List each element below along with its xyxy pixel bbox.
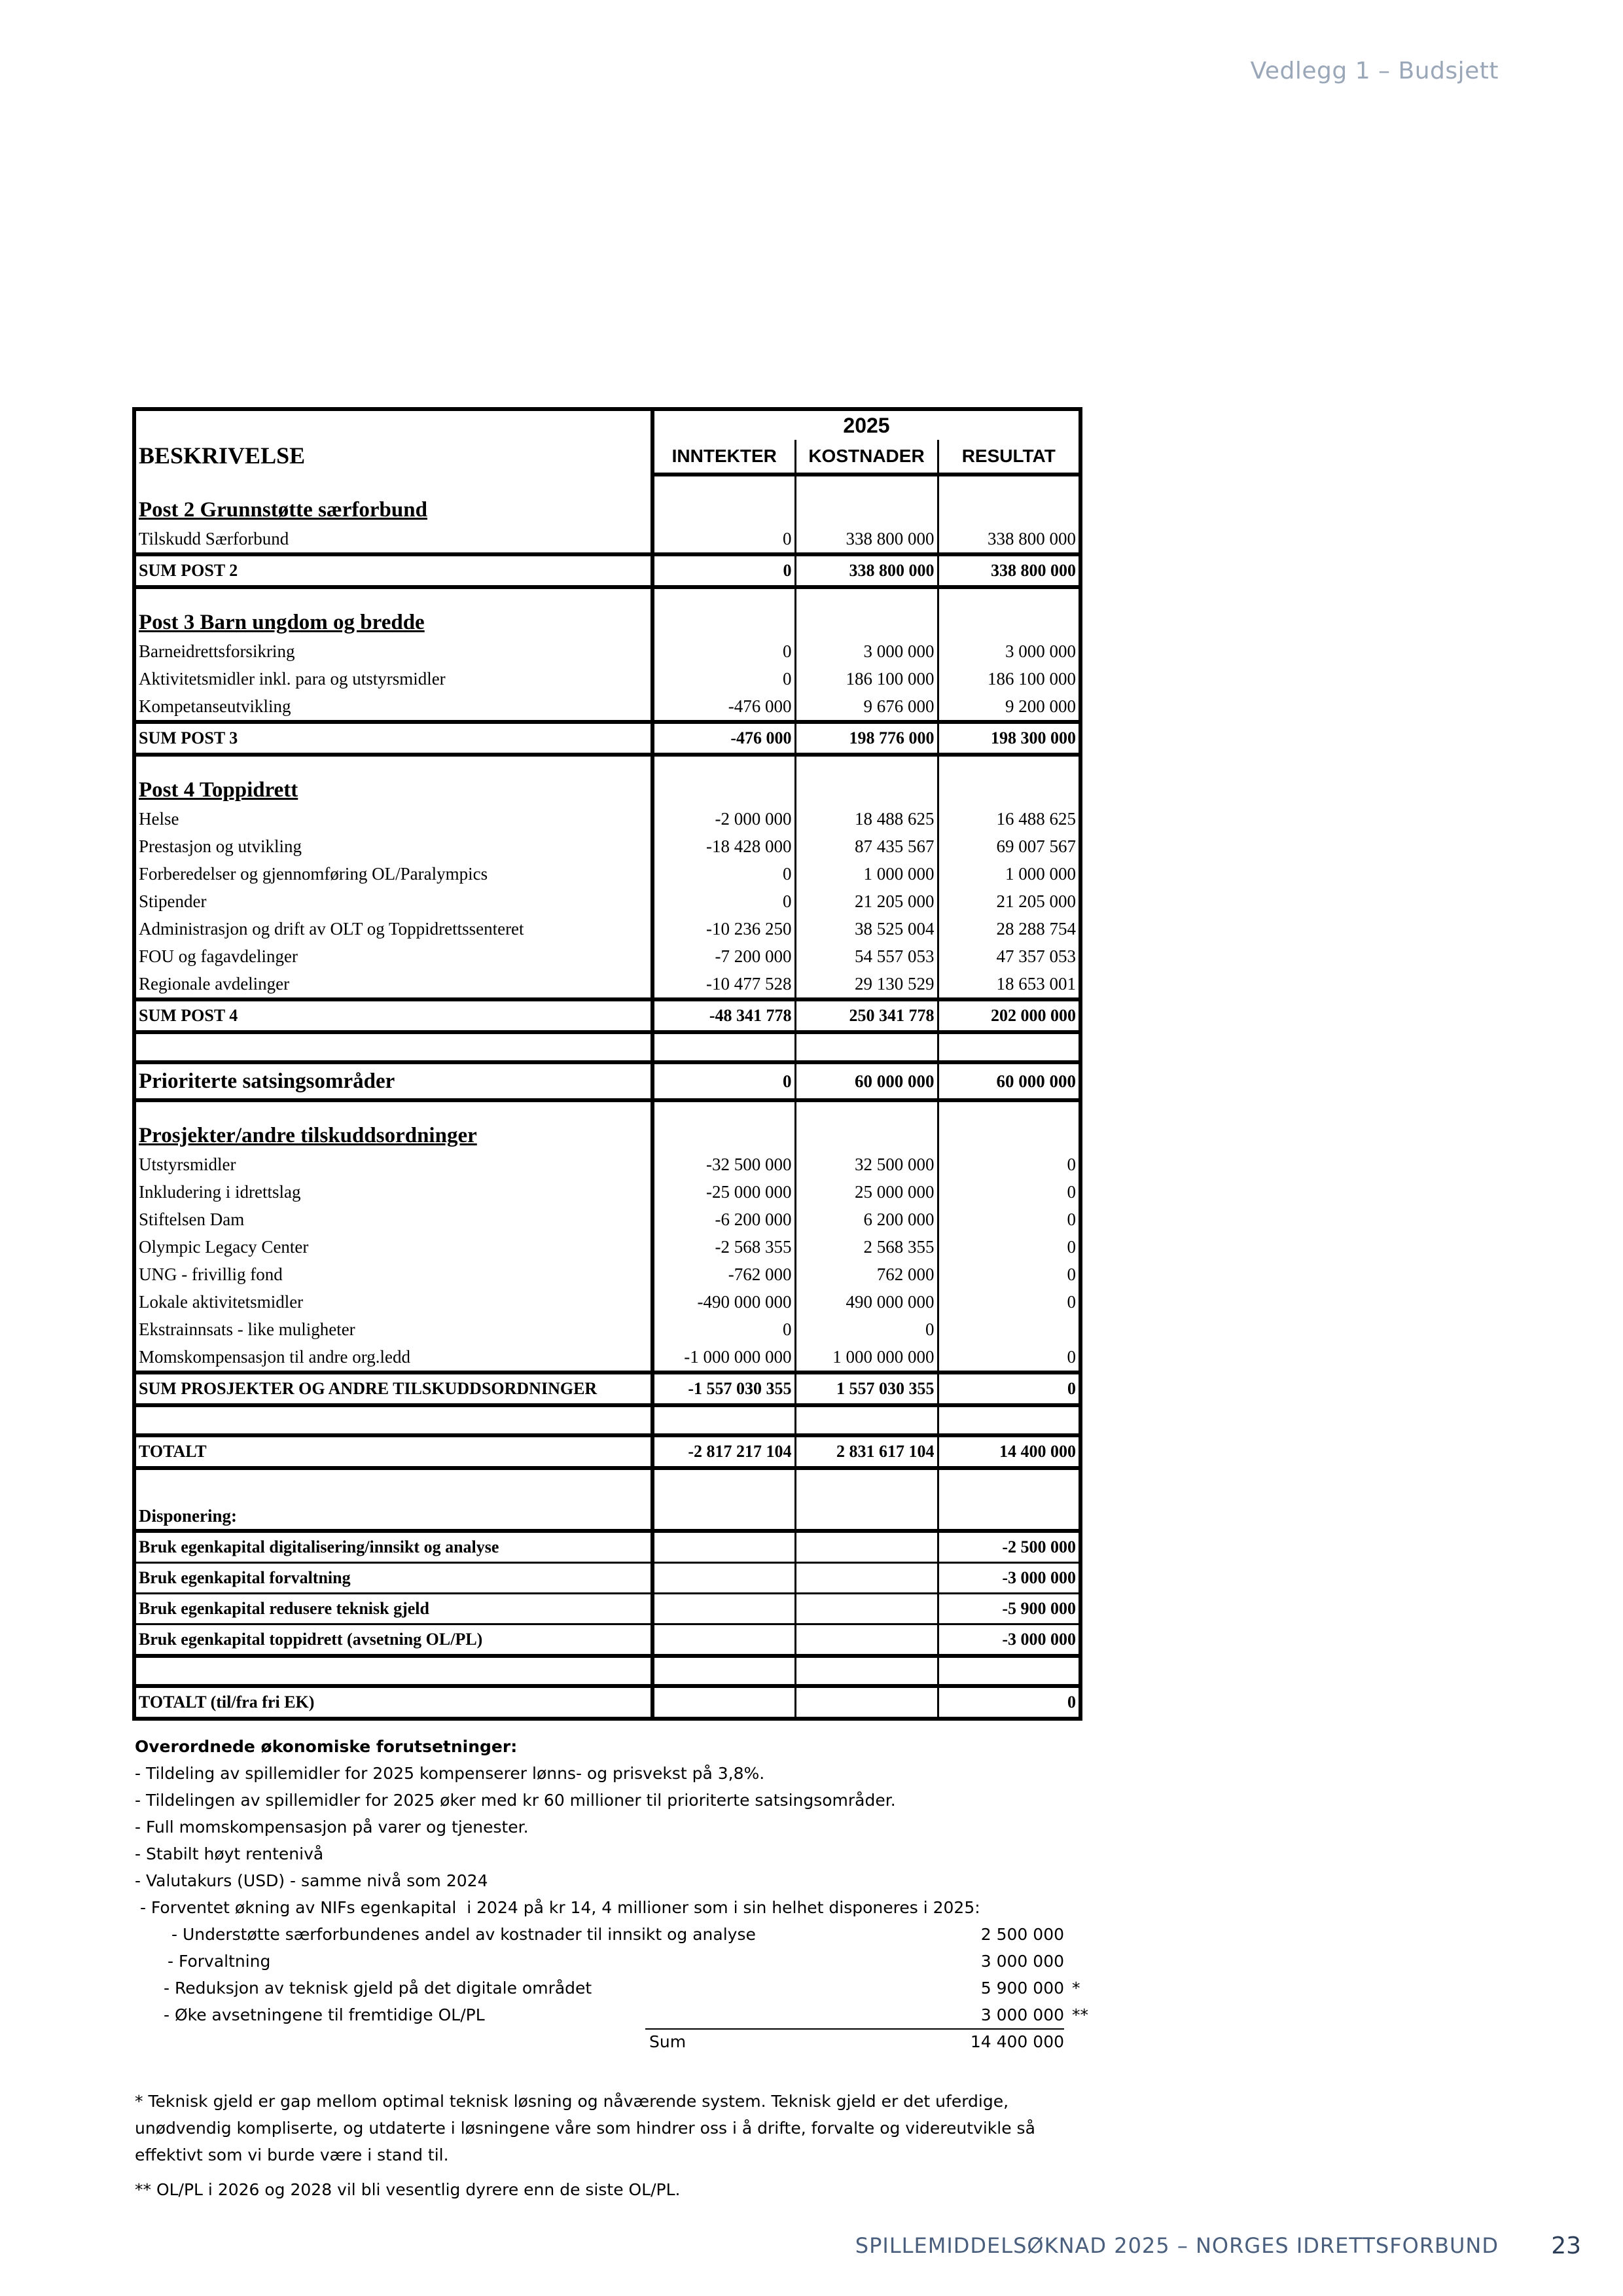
row-label: FOU og fagavdelinger	[139, 946, 298, 966]
breakdown-label: - Øke avsetningene til fremtidige OL/PL	[164, 2005, 485, 2024]
sum-label: SUM POST 2	[134, 554, 652, 587]
assumptions-notes	[135, 1733, 1116, 2144]
income-cell: 0	[652, 525, 795, 554]
result-cell: 0	[938, 1686, 1080, 1719]
table-row	[134, 833, 1080, 860]
section-post4	[134, 755, 1080, 805]
income-cell: -48 341 778	[652, 999, 795, 1032]
breakdown-label: - Forvaltning	[168, 1952, 271, 1971]
row-label: Momskompensasjon til andre org.ledd	[134, 1343, 652, 1372]
income-cell: -32 500 000	[652, 1151, 795, 1178]
row-label: Inkludering i idrettslag	[139, 1181, 301, 1202]
income-cell: -18 428 000	[652, 833, 795, 860]
cost-cell: 1 000 000	[795, 860, 938, 888]
result-cell: 18 653 001	[938, 970, 1080, 999]
row-label: Prestasjon og utvikling	[139, 836, 302, 856]
footnote-technical-debt: * Teknisk gjeld er gap mellom optimal teknisk løsning og nåværende system. Teknisk gjeld er det uferdige, unødvendig kompliserte, og utdaterte i løsningene våre som hindrer oss i å drifte, forvalte og videreutvikle så effektivt som vi burde være i stand til.	[135, 2092, 1035, 2164]
result-cell: 338 800 000	[938, 525, 1080, 554]
table-row	[134, 970, 1080, 999]
breakdown-label: - Reduksjon av teknisk gjeld på det digitale området	[164, 1979, 592, 1998]
cost-cell: 0	[795, 1316, 938, 1343]
section-projects	[134, 1100, 1080, 1151]
income-cell: -2 000 000	[652, 805, 795, 833]
income-cell: 0	[652, 1316, 795, 1343]
result-cell: 1 000 000	[938, 860, 1080, 888]
income-cell: -7 200 000	[652, 942, 795, 970]
row-label: Stipender	[139, 891, 207, 911]
costs-header: KOSTNADER	[795, 440, 938, 475]
income-cell: -490 000 000	[652, 1288, 795, 1316]
sum-row-post2	[134, 554, 1080, 587]
table-row	[134, 1178, 1080, 1206]
section-post2	[134, 475, 1080, 525]
income-cell: -476 000	[652, 722, 795, 755]
breakdown-amount: 5 900 000	[980, 1979, 1064, 1998]
disposition-label: Bruk egenkapital toppidrett (avsetning OL/PL)	[134, 1624, 652, 1657]
result-cell: 186 100 000	[938, 665, 1080, 692]
section-title: Post 2 Grunnstøtte særforbund	[139, 498, 427, 522]
section-post3	[134, 587, 1080, 637]
footnotes	[135, 2088, 1090, 2211]
table-row	[134, 1288, 1080, 1316]
income-header: INNTEKTER	[652, 440, 795, 475]
table-row	[134, 1206, 1080, 1233]
disposition-total-row	[134, 1686, 1080, 1719]
result-cell: 9 200 000	[938, 692, 1080, 722]
result-cell: 202 000 000	[938, 999, 1080, 1032]
total-label: TOTALT	[134, 1435, 652, 1468]
result-cell: -2 500 000	[938, 1531, 1080, 1563]
cost-cell: 9 676 000	[795, 692, 938, 722]
table-row	[134, 692, 1080, 722]
breakdown-label: - Understøtte særforbundenes andel av kostnader til innsikt og analyse	[171, 1925, 756, 1944]
cost-cell: 198 776 000	[795, 722, 938, 755]
income-cell: -2 817 217 104	[652, 1435, 795, 1468]
row-label: Tilskudd Særforbund	[134, 525, 652, 554]
prioritized-row	[134, 1062, 1080, 1100]
table-row	[134, 525, 1080, 554]
section-title: Post 3 Barn ungdom og bredde	[139, 611, 425, 634]
cost-cell: 3 000 000	[795, 637, 938, 665]
cost-cell: 38 525 004	[795, 915, 938, 942]
description-header: BESKRIVELSE	[139, 442, 306, 469]
disposition-total-label: TOTALT (til/fra fri EK)	[139, 1693, 315, 1712]
cost-cell: 186 100 000	[795, 665, 938, 692]
disposition-row	[134, 1594, 1080, 1624]
breakdown-row	[135, 2001, 1088, 2028]
spacer-row	[134, 1405, 1080, 1435]
income-cell: -6 200 000	[652, 1206, 795, 1233]
sum-row-projects	[134, 1372, 1080, 1405]
cost-cell: 18 488 625	[795, 805, 938, 833]
income-cell: -25 000 000	[652, 1178, 795, 1206]
cost-cell: 21 205 000	[795, 888, 938, 915]
note-line: - Forventet økning av NIFs egenkapital i 2024 på kr 14, 4 millioner som i sin helhet disponeres i 2025:	[135, 1898, 980, 1917]
sum-label: SUM PROSJEKTER OG ANDRE TILSKUDDSORDNINGER	[134, 1372, 652, 1405]
note-line: - Full momskompensasjon på varer og tjenester.	[135, 1818, 529, 1837]
cost-cell: 54 557 053	[795, 942, 938, 970]
table-row	[134, 1261, 1080, 1288]
result-cell: 0	[938, 1178, 1080, 1206]
section-title: Prosjekter/andre tilskuddsordninger	[139, 1124, 477, 1147]
table-row	[134, 860, 1080, 888]
note-line: - Stabilt høyt rentenivå	[135, 1844, 324, 1863]
sum-amount: 14 400 000	[970, 2032, 1064, 2051]
cost-cell: 25 000 000	[795, 1178, 938, 1206]
row-label: Helse	[139, 808, 179, 829]
sum-label: SUM POST 4	[134, 999, 652, 1032]
result-cell: 0	[938, 1288, 1080, 1316]
table-row	[134, 1151, 1080, 1178]
breakdown-amount: 3 000 000	[980, 2005, 1064, 2024]
result-cell: -3 000 000	[938, 1563, 1080, 1594]
disposition-label: Bruk egenkapital forvaltning	[134, 1563, 652, 1594]
sum-row-post4	[134, 999, 1080, 1032]
cost-cell: 1 557 030 355	[795, 1372, 938, 1405]
table-row	[134, 637, 1080, 665]
sum-label: SUM POST 3	[134, 722, 652, 755]
result-cell: 16 488 625	[938, 805, 1080, 833]
note-line: - Tildelingen av spillemidler for 2025 øker med kr 60 millioner til prioriterte satsingsområder.	[135, 1791, 896, 1810]
breakdown-row	[135, 1948, 1064, 1975]
income-cell: -762 000	[652, 1261, 795, 1288]
income-cell: -1 000 000 000	[652, 1343, 795, 1372]
result-cell: 69 007 567	[938, 833, 1080, 860]
breakdown-mark: *	[1072, 1979, 1080, 1998]
row-label: Kompetanseutvikling	[134, 692, 652, 722]
result-cell: 47 357 053	[938, 942, 1080, 970]
cost-cell: 87 435 567	[795, 833, 938, 860]
table-row	[134, 1343, 1080, 1372]
table-row	[134, 888, 1080, 915]
disposition-label: Bruk egenkapital redusere teknisk gjeld	[134, 1594, 652, 1624]
sum-row-post3	[134, 722, 1080, 755]
result-cell: -3 000 000	[938, 1624, 1080, 1657]
result-cell	[938, 1316, 1080, 1343]
income-cell: 0	[652, 665, 795, 692]
result-cell: 60 000 000	[938, 1062, 1080, 1100]
row-label: Forberedelser og gjennomføring OL/Paralympics	[139, 863, 488, 884]
income-cell: -10 477 528	[652, 970, 795, 999]
cost-cell: 1 000 000 000	[795, 1343, 938, 1372]
income-cell: -10 236 250	[652, 915, 795, 942]
row-label: Lokale aktivitetsmidler	[139, 1291, 304, 1312]
income-cell: 0	[652, 860, 795, 888]
row-label: Regionale avdelinger	[134, 970, 652, 999]
cost-cell: 60 000 000	[795, 1062, 938, 1100]
disposition-title: Disponering:	[134, 1468, 652, 1531]
disposition-header-row	[134, 1468, 1080, 1531]
row-label: Olympic Legacy Center	[139, 1236, 309, 1257]
result-cell: 3 000 000	[938, 637, 1080, 665]
breakdown-row	[135, 1921, 1064, 1948]
cost-cell: 32 500 000	[795, 1151, 938, 1178]
table-row	[134, 1316, 1080, 1343]
income-cell: 0	[652, 554, 795, 587]
row-label: Utstyrsmidler	[139, 1154, 236, 1174]
income-cell: -2 568 355	[652, 1233, 795, 1261]
breakdown-amount: 2 500 000	[980, 1925, 1064, 1944]
result-cell: 28 288 754	[938, 915, 1080, 942]
year-header: 2025	[652, 409, 1080, 440]
cost-cell: 2 831 617 104	[795, 1435, 938, 1468]
spacer-row	[134, 1656, 1080, 1686]
page-footer-title: SPILLEMIDDELSØKNAD 2025 – NORGES IDRETTSFORBUND	[855, 2233, 1499, 2258]
table-row	[134, 1233, 1080, 1261]
breakdown-amount: 3 000 000	[980, 1952, 1064, 1971]
disposition-label: Bruk egenkapital digitalisering/innsikt og analyse	[134, 1531, 652, 1563]
note-line: - Valutakurs (USD) - samme nivå som 2024	[135, 1871, 488, 1890]
breakdown-sum-row	[135, 2028, 1064, 2055]
cost-cell: 338 800 000	[795, 525, 938, 554]
cost-cell: 250 341 778	[795, 999, 938, 1032]
income-cell: -1 557 030 355	[652, 1372, 795, 1405]
document-header-title: Vedlegg 1 – Budsjett	[1250, 58, 1499, 84]
income-cell: 0	[652, 637, 795, 665]
table-row	[134, 942, 1080, 970]
result-cell: 21 205 000	[938, 888, 1080, 915]
row-label: UNG - frivillig fond	[139, 1264, 283, 1284]
disposition-row	[134, 1563, 1080, 1594]
row-label: Ekstrainnsats - like muligheter	[139, 1319, 355, 1339]
result-cell: 0	[938, 1233, 1080, 1261]
income-cell: 0	[652, 888, 795, 915]
cost-cell: 6 200 000	[795, 1206, 938, 1233]
income-cell: -476 000	[652, 692, 795, 722]
breakdown-mark: **	[1072, 2005, 1088, 2024]
cost-cell: 762 000	[795, 1261, 938, 1288]
cost-cell: 490 000 000	[795, 1288, 938, 1316]
result-cell: -5 900 000	[938, 1594, 1080, 1624]
cost-cell: 29 130 529	[795, 970, 938, 999]
result-cell: 338 800 000	[938, 554, 1080, 587]
result-cell: 14 400 000	[938, 1435, 1080, 1468]
table-row	[134, 915, 1080, 942]
result-cell: 0	[938, 1261, 1080, 1288]
result-cell: 0	[938, 1343, 1080, 1372]
row-label: Administrasjon og drift av OLT og Toppidrettssenteret	[139, 918, 524, 939]
result-cell: 0	[938, 1151, 1080, 1178]
total-row	[134, 1435, 1080, 1468]
cost-cell: 338 800 000	[795, 554, 938, 587]
breakdown-row	[135, 1975, 1080, 2001]
prioritized-label: Prioriterte satsingsområder	[134, 1062, 652, 1100]
notes-heading: Overordnede økonomiske forutsetninger:	[135, 1737, 518, 1756]
result-cell: 0	[938, 1206, 1080, 1233]
sum-label: Sum	[649, 2032, 687, 2051]
result-header: RESULTAT	[938, 440, 1080, 475]
budget-table	[132, 407, 1082, 1721]
section-title: Post 4 Toppidrett	[139, 778, 298, 802]
cost-cell: 2 568 355	[795, 1233, 938, 1261]
disposition-row	[134, 1624, 1080, 1657]
footnote-olpl: ** OL/PL i 2026 og 2028 vil bli vesentlig dyrere enn de siste OL/PL.	[135, 2180, 681, 2199]
income-cell: 0	[652, 1062, 795, 1100]
result-cell: 198 300 000	[938, 722, 1080, 755]
table-row	[134, 665, 1080, 692]
row-label: Stiftelsen Dam	[139, 1209, 245, 1229]
table-row	[134, 805, 1080, 833]
row-label: Barneidrettsforsikring	[139, 641, 295, 661]
row-label: Aktivitetsmidler inkl. para og utstyrsmidler	[139, 668, 446, 689]
page-number: 23	[1551, 2233, 1581, 2259]
spacer-row	[134, 1032, 1080, 1062]
disposition-row	[134, 1531, 1080, 1563]
note-line: - Tildeling av spillemidler for 2025 kompenserer lønns- og prisvekst på 3,8%.	[135, 1764, 765, 1783]
result-cell: 0	[938, 1372, 1080, 1405]
